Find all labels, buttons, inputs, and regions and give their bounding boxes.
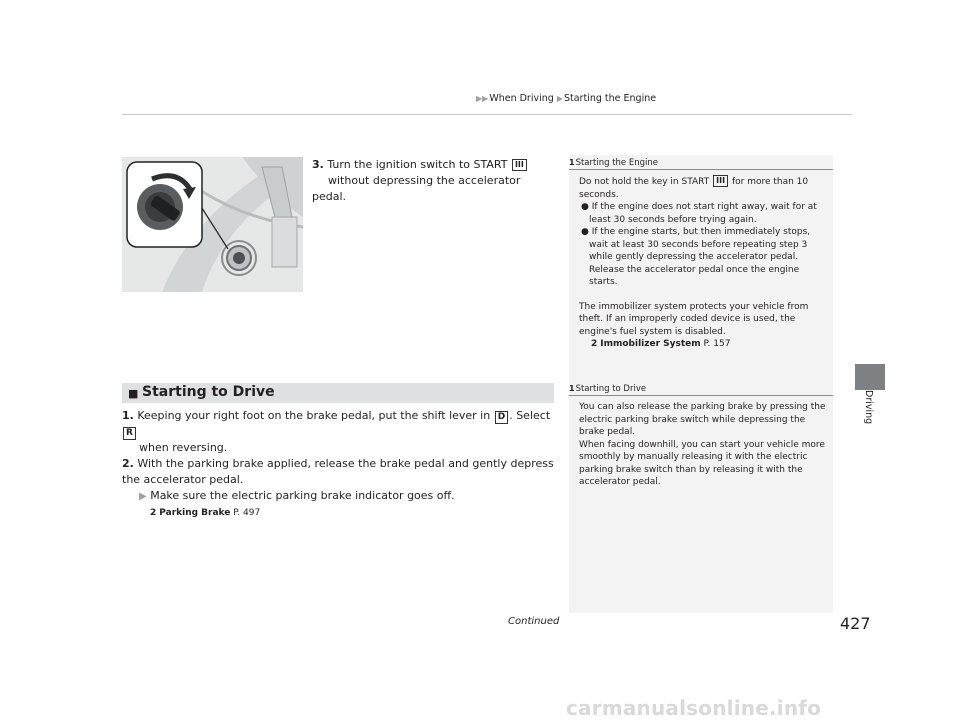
note-starting-drive	[579, 401, 829, 489]
note-paragraph: When facing downhill, you can start your vehicle more smoothly by manually releasing it with the electric parking brake switch than by releasing it with the accelerator pedal.	[579, 439, 825, 487]
step-2-sub: ▶ Make sure the electric parking brake indicator goes off.	[139, 489, 455, 502]
step-1: 1. Keeping your right foot on the brake pedal, put the shift lever in D . Select R	[122, 409, 551, 438]
reference-arrow-icon: 2	[150, 508, 157, 518]
key-position-badge: III	[713, 175, 728, 187]
note-paragraph: The immobilizer system protects your vehicle from theft. If an improperly coded device is used, the engine's fuel system is disabled.	[579, 301, 809, 337]
step-3	[312, 157, 552, 205]
watermark: carmanualsonline.info	[566, 696, 822, 720]
ignition-switch-illustration	[122, 157, 303, 292]
continued-label: Continued	[508, 616, 560, 627]
breadcrumb-arrow-icon: ▶	[556, 94, 563, 103]
sub-step-arrow-icon: ▶	[139, 491, 147, 502]
section-heading-bar	[122, 383, 554, 403]
note-bullet: ● If the engine does not start right away, wait for at least 30 seconds before trying again.	[581, 202, 817, 225]
notes-column	[569, 155, 833, 613]
note-heading-starting-engine: 1Starting the Engine	[569, 158, 833, 170]
gear-r-badge: R	[123, 427, 136, 440]
note-starting-engine: Do not hold the key in START III for more than 10 seconds. ● If the engine does not start right away, wait for at least 30 seconds before trying again. ● If the engine starts, but then immediately stops, wait at least 30 seconds before repeating step 3 while gently depressing the accelerator pedal. Release the accelerator pedal once the engine starts. The immobilizer system protects your vehicle from theft. If an improperly coded device is used, the engine's fuel system is disabled. 2 Immobilizer System P. 157	[579, 175, 829, 351]
section-body	[122, 408, 554, 521]
step-text: Turn the ignition switch to START	[327, 158, 508, 171]
breadcrumb	[476, 93, 656, 104]
breadcrumb-arrow-icon: ▶▶	[476, 94, 489, 103]
header-divider	[122, 114, 852, 115]
step-1-continued: when reversing.	[139, 441, 228, 454]
key-position-badge: III	[512, 159, 527, 171]
step-number: 3.	[312, 158, 324, 171]
reference-arrow-icon: 2	[591, 339, 598, 349]
note-bullet: ● If the engine starts, but then immediately stops, wait at least 30 seconds before repeating step 3 while gently depressing the accelerator pedal. Release the accelerator pedal once the engine starts.	[581, 227, 811, 287]
breadcrumb-item-starting-engine[interactable]: Starting the Engine	[563, 93, 657, 104]
reference-immobilizer[interactable]: 2 Immobilizer System P. 157	[591, 339, 731, 349]
step-2: 2. With the parking brake applied, release the brake pedal and gently depress the accelerator pedal.	[122, 457, 554, 486]
note-marker-icon: 1	[569, 384, 575, 393]
gear-d-badge: D	[495, 411, 508, 424]
reference-parking-brake[interactable]: 2 Parking Brake P. 497	[122, 505, 554, 521]
section-square-icon: ■	[128, 387, 139, 400]
chapter-tab-marker[interactable]	[855, 364, 885, 390]
section-title: Starting to Drive	[142, 384, 275, 400]
breadcrumb-item-driving[interactable]: When Driving	[489, 93, 554, 104]
note-marker-icon: 1	[569, 158, 575, 167]
page-number: 427	[840, 614, 871, 633]
chapter-tab-label: Driving	[863, 390, 874, 425]
note-heading-starting-drive: 1Starting to Drive	[569, 384, 833, 396]
step-text-continued: without depressing the accelerator pedal.	[312, 174, 521, 203]
note-paragraph: You can also release the parking brake by pressing the electric parking brake switch while depressing the brake pedal.	[579, 402, 826, 437]
